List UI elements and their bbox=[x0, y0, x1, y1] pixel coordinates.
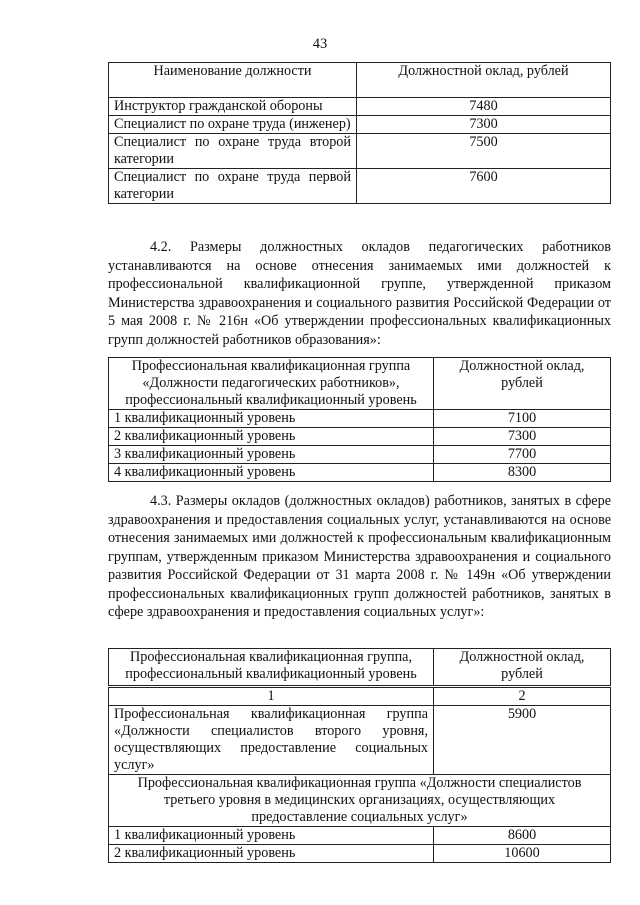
table-row bbox=[109, 134, 611, 169]
level-cell: 3 квалификационный уровень bbox=[109, 446, 434, 464]
header-group: Профессиональная квалификационная группа, профессиональный квалификационный уровень bbox=[109, 649, 434, 687]
level-cell: 2 квалификационный уровень bbox=[109, 428, 434, 446]
level-cell: 1 квалификационный уровень bbox=[109, 410, 434, 428]
salary-cell: 7500 bbox=[357, 134, 611, 169]
table-row bbox=[109, 169, 611, 204]
header-group: Профессиональная квалификационная группа «Должности педагогических работников», профессиональный квалификационный уровень bbox=[109, 358, 434, 410]
column-number-row bbox=[109, 687, 611, 706]
salary-cell: 7700 bbox=[434, 446, 611, 464]
salary-cell: 7100 bbox=[434, 410, 611, 428]
header-salary: Должностной оклад, рублей bbox=[357, 63, 611, 98]
salary-cell: 7480 bbox=[357, 98, 611, 116]
header-position: Наименование должности bbox=[109, 63, 357, 98]
table-row bbox=[109, 116, 611, 134]
group-cell: Профессиональная квалификационная группа «Должности специалистов второго уровня, осуществляющих предоставление социальных услуг» bbox=[109, 706, 434, 775]
table-header-row bbox=[109, 358, 611, 410]
position-cell: Специалист по охране труда (инженер) bbox=[109, 116, 357, 134]
group-title-cell: Профессиональная квалификационная группа «Должности специалистов третьего уровня в медицинских организациях, осуществляющих предоставление социальных услуг» bbox=[109, 775, 611, 827]
salary-cell: 8600 bbox=[434, 827, 611, 845]
positions-salary-table bbox=[108, 62, 611, 204]
table-row bbox=[109, 827, 611, 845]
table-row bbox=[109, 845, 611, 863]
paragraph-4-2-text: 4.2. Размеры должностных окладов педагогических работников устанавливаются на основе отнесения занимаемых ими должностей к профессиональной квалификационной группе, утвержденной приказом Министерства здравоохранения и социального развития Российской Федерации от 5 мая 2008 г. № 216н «Об утверждении профессиональных квалификационных групп должностей работников образования»: bbox=[108, 239, 611, 348]
level-cell: 1 квалификационный уровень bbox=[109, 827, 434, 845]
column-number-2: 2 bbox=[434, 687, 611, 706]
table-header-row bbox=[109, 649, 611, 687]
position-cell: Специалист по охране труда первой категории bbox=[109, 169, 357, 204]
pedagogical-salary-table bbox=[108, 357, 611, 482]
position-cell: Специалист по охране труда второй категории bbox=[109, 134, 357, 169]
page-number: 43 bbox=[312, 36, 328, 52]
salary-cell: 10600 bbox=[434, 845, 611, 863]
paragraph-4-3 bbox=[108, 492, 611, 622]
salary-cell: 7300 bbox=[357, 116, 611, 134]
table-row bbox=[109, 98, 611, 116]
salary-cell: 8300 bbox=[434, 464, 611, 482]
level-cell: 2 квалификационный уровень bbox=[109, 845, 434, 863]
table-row bbox=[109, 464, 611, 482]
salary-cell: 7600 bbox=[357, 169, 611, 204]
column-number-1: 1 bbox=[109, 687, 434, 706]
header-salary: Должностной оклад, рублей bbox=[434, 358, 611, 410]
table-header-row bbox=[109, 63, 611, 98]
header-salary: Должностной оклад, рублей bbox=[434, 649, 611, 687]
level-cell: 4 квалификационный уровень bbox=[109, 464, 434, 482]
table-row bbox=[109, 428, 611, 446]
table-row bbox=[109, 446, 611, 464]
salary-cell: 5900 bbox=[434, 706, 611, 775]
paragraph-4-3-text: 4.3. Размеры окладов (должностных окладов) работников, занятых в сфере здравоохранения и предоставления социальных услуг, устанавливаются на основе отнесения занимаемых ими должностей к профессиональным квалификационным группам, утвержденным приказом Министерства здравоохранения и социального развития Российской Федерации от 31 марта 2008 г. № 149н «Об утверждении профессиональных квалификационных групп должностей работников, занятых в сфере здравоохранения и предоставления социальных услуг»: bbox=[108, 493, 611, 620]
table-row bbox=[109, 706, 611, 775]
position-cell: Инструктор гражданской обороны bbox=[109, 98, 357, 116]
salary-cell: 7300 bbox=[434, 428, 611, 446]
healthcare-salary-table bbox=[108, 648, 611, 863]
paragraph-4-2 bbox=[108, 238, 611, 349]
table-row bbox=[109, 410, 611, 428]
group-title-row bbox=[109, 775, 611, 827]
